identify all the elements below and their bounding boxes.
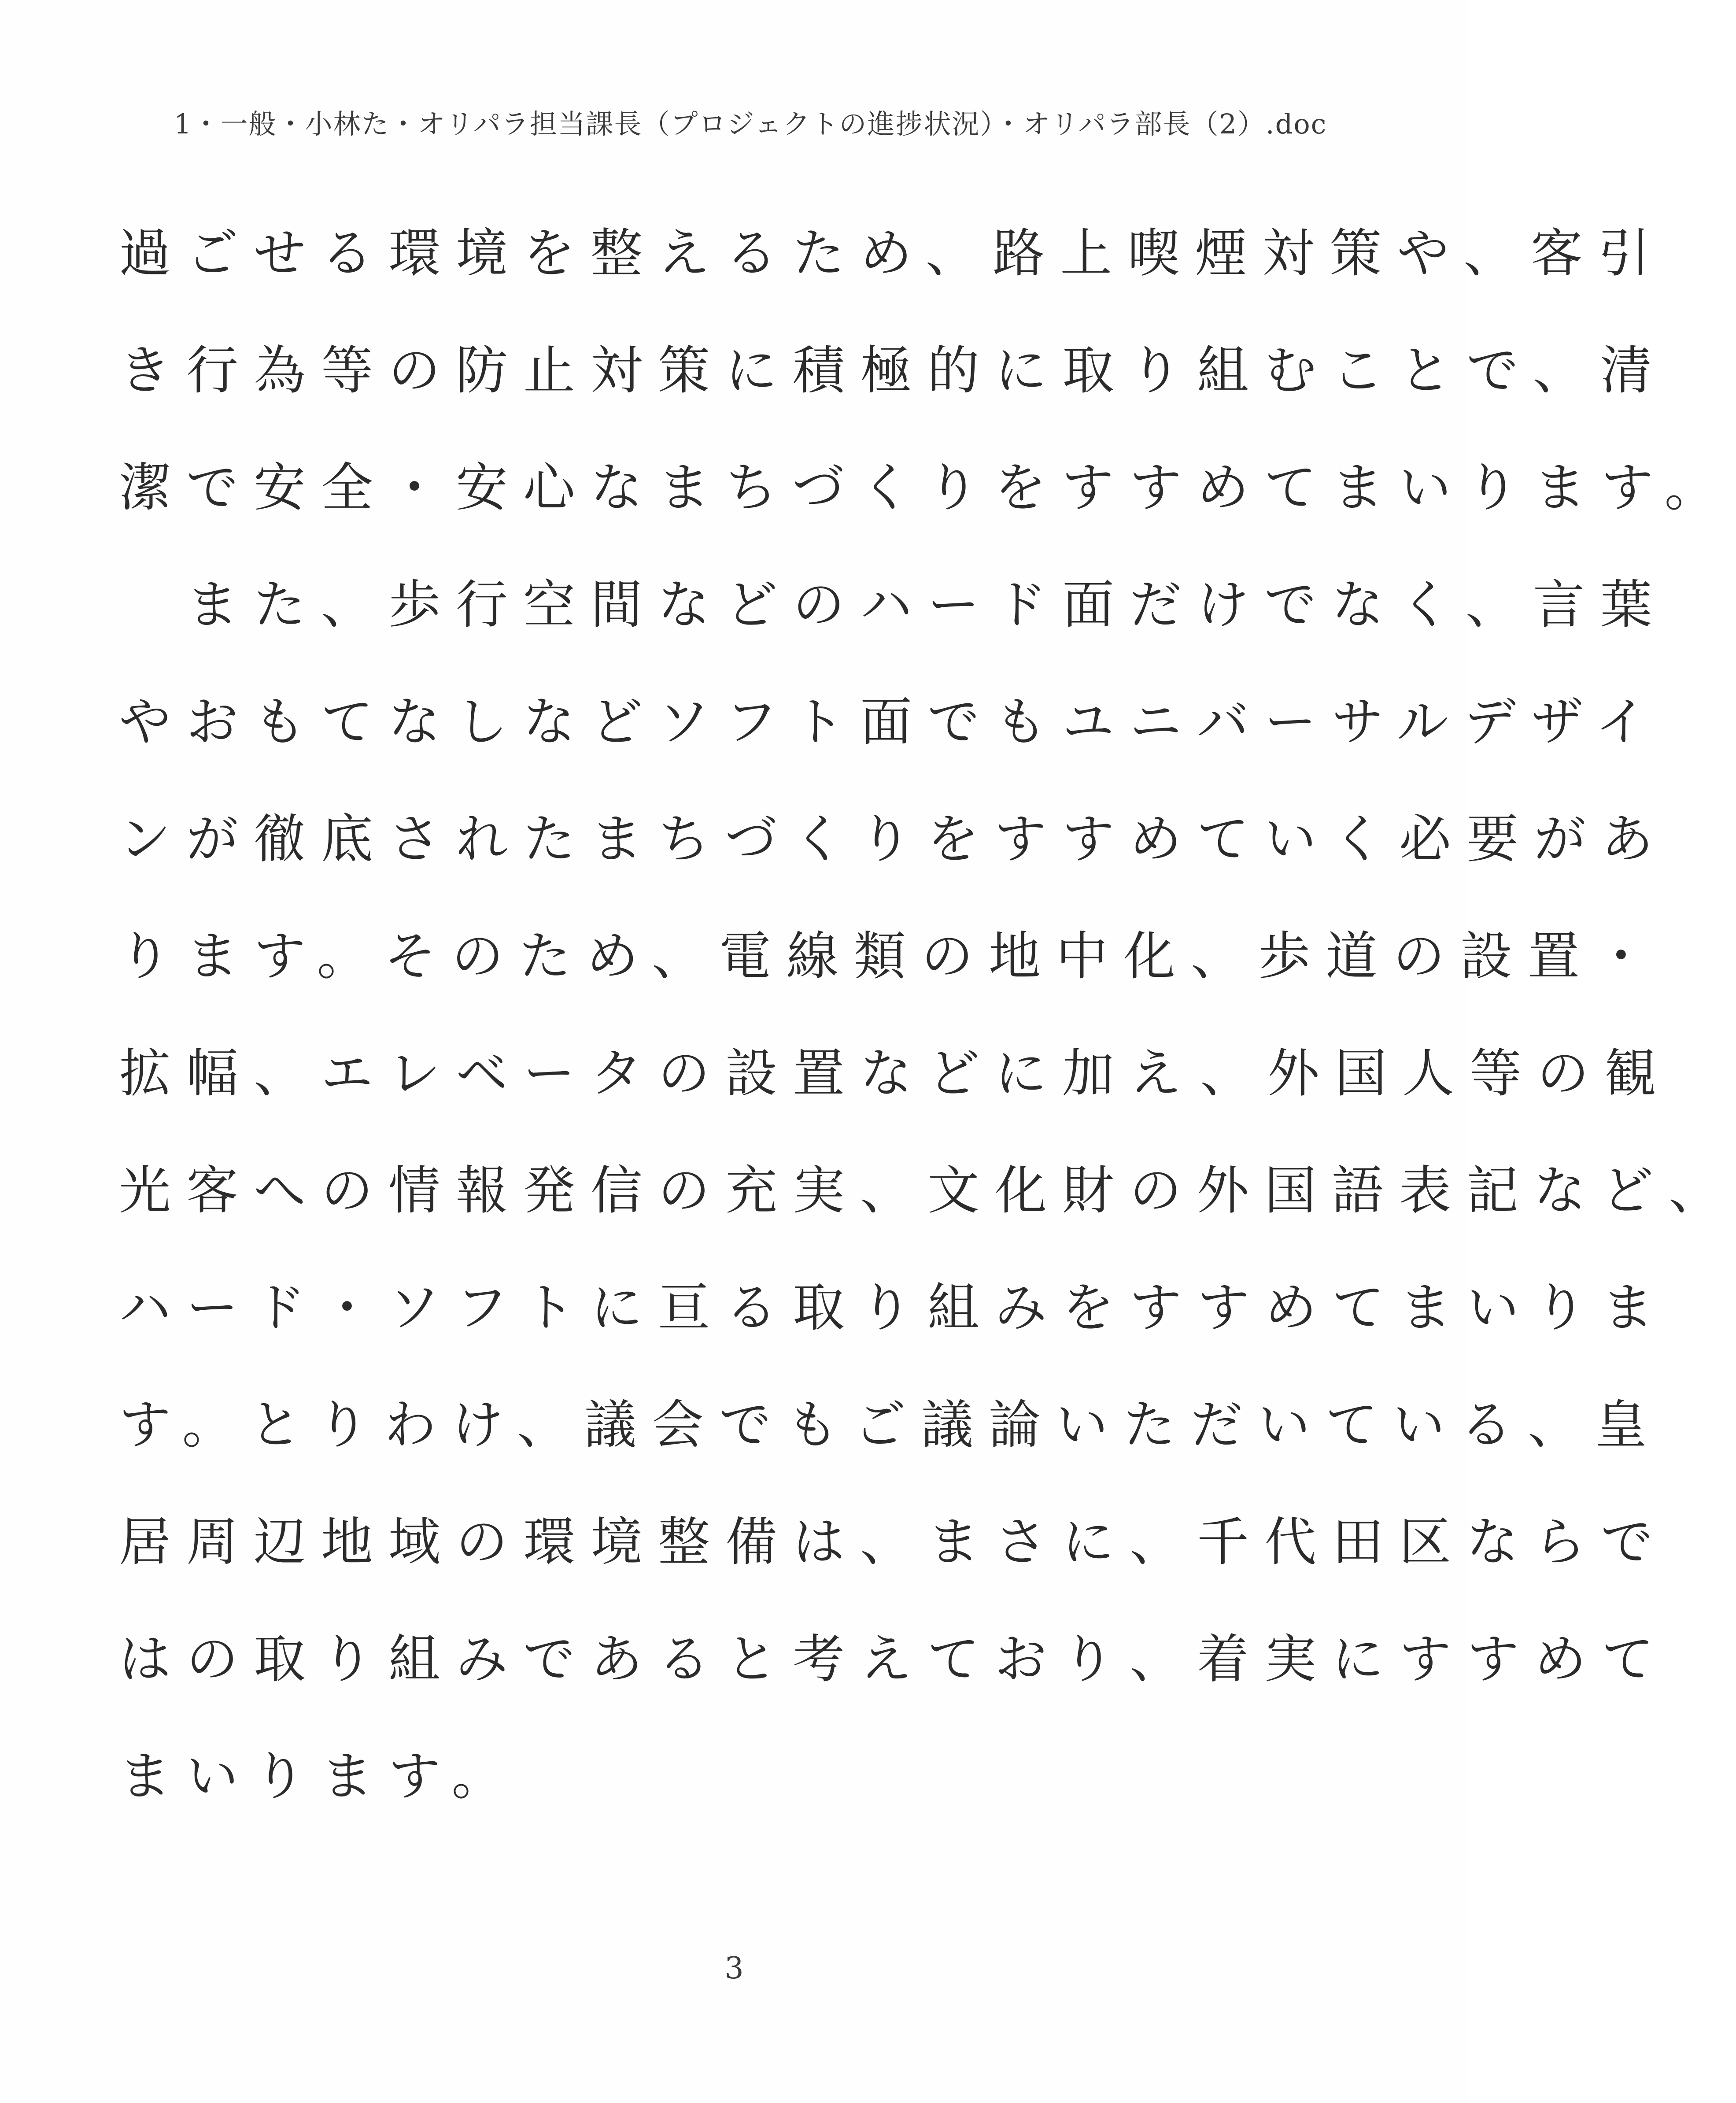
text-line: まいります。 [119, 1746, 519, 1807]
text-line: 拡幅、エレベータの設置などに加え、外国人等の観 [119, 1043, 1672, 1104]
text-line: 過ごせる環境を整えるため、路上喫煙対策や、客引 [119, 223, 1666, 284]
text-line: き行為等の防止対策に積極的に取り組むことで、清 [119, 340, 1668, 401]
text-line: 光客への情報発信の充実、文化財の外国語表記など、 [119, 1160, 1736, 1221]
text-line: 潔で安全・安心なまちづくりをすすめてまいります。 [119, 457, 1732, 518]
text-line: ります。そのため、電線類の地中化、歩道の設置・ [119, 926, 1662, 987]
text-line: 居周辺地域の環境整備は、まさに、千代田区ならで [119, 1512, 1668, 1572]
text-line: ンが徹底されたまちづくりをすすめていく必要があ [119, 809, 1669, 869]
text-line: はの取り組みであると考えており、着実にすすめて [119, 1629, 1670, 1689]
file-name-header: 1・一般・小林た・オリパラ担当課長（プロジェクトの進捗状況）・オリパラ部長（2）.doc [174, 108, 1327, 140]
text-line: やおもてなしなどソフト面でもユニバーサルデザイ [119, 691, 1662, 752]
text-line: す。とりわけ、議会でもご議論いただいている、皇 [119, 1394, 1662, 1455]
body-text [119, 209, 1736, 1849]
page-number: 3 [724, 1951, 744, 1986]
text-line: また、歩行空間などのハード面だけでなく、言葉 [119, 574, 1668, 635]
text-line: ハード・ソフトに亘る取り組みをすすめてまいりま [119, 1277, 1670, 1338]
